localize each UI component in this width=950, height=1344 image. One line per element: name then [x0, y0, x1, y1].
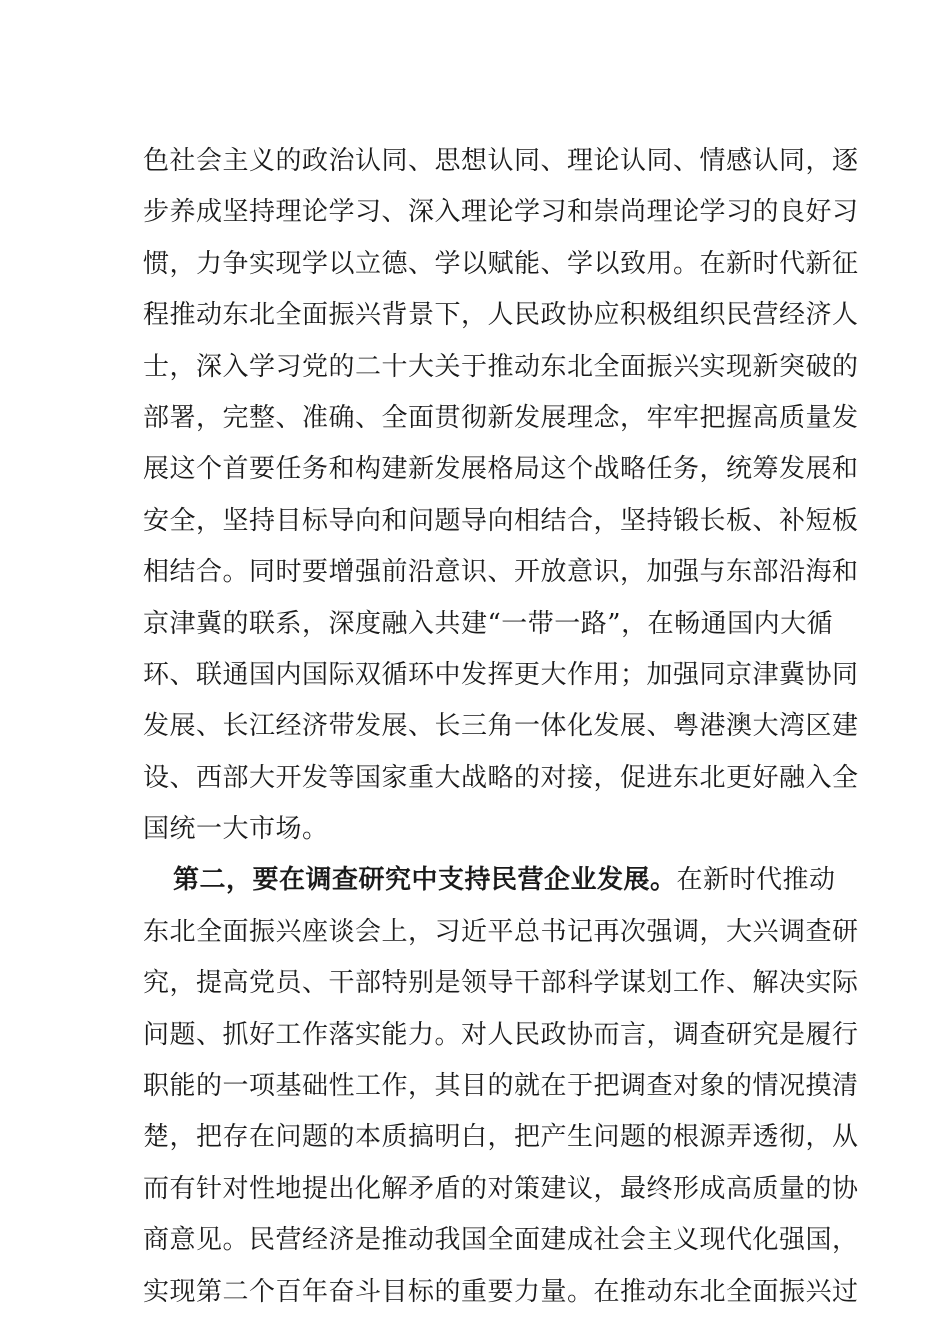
text-line: 程推动东北全面振兴背景下，人民政协应积极组织民营经济人: [143, 300, 859, 331]
text-line: 商意见。民营经济是推动我国全面建成社会主义现代化强国，: [143, 1225, 859, 1256]
text-line: 环、联通国内国际双循环中发挥更大作用；加强同京津冀协同: [143, 659, 859, 690]
text-line: 相结合。同时要增强前沿意识、开放意识，加强与东部沿海和: [143, 557, 859, 588]
first-line-rest: 在新时代推动: [676, 865, 836, 896]
text-line: 问题、抓好工作落实能力。对人民政协而言，调查研究是履行: [143, 1019, 859, 1050]
text-line: 色社会主义的政治认同、思想认同、理论认同、情感认同，逐: [143, 146, 859, 176]
text-line: 步养成坚持理论学习、深入理论学习和崇尚理论学习的良好习: [143, 197, 859, 228]
text-line: 部署，完整、准确、全面贯彻新发展理念，牢牢把握高质量发: [143, 402, 859, 433]
paragraph-first-line: [143, 855, 836, 906]
text-line: 设、西部大开发等国家重大战略的对接，促进东北更好融入全: [143, 762, 859, 793]
paragraph-continued: [143, 136, 859, 855]
text-line: 展这个首要任务和构建新发展格局这个战略任务，统筹发展和: [143, 454, 859, 485]
text-line: 而有针对性地提出化解矛盾的对策建议，最终形成高质量的协: [143, 1173, 859, 1204]
text-line: 究，提高党员、干部特别是领导干部科学谋划工作、解决实际: [143, 968, 859, 999]
text-line: 实现第二个百年奋斗目标的重要力量。在推动东北全面振兴过: [143, 1276, 859, 1307]
paragraph-second: [143, 855, 859, 1318]
text-line: 发展、长江经济带发展、长三角一体化发展、粤港澳大湾区建: [143, 711, 859, 742]
text-line: 楚，把存在问题的本质搞明白，把产生问题的根源弄透彻，从: [143, 1122, 859, 1153]
text-line: 东北全面振兴座谈会上，习近平总书记再次强调，大兴调查研: [143, 916, 859, 947]
text-line: 安全，坚持目标导向和问题导向相结合，坚持锻长板、补短板: [143, 505, 859, 536]
text-line: 职能的一项基础性工作，其目的就在于把调查对象的情况摸清: [143, 1071, 859, 1102]
body-text: [143, 136, 859, 1318]
text-line: 国统一大市场。: [143, 814, 329, 845]
text-line: 士，深入学习党的二十大关于推动东北全面振兴实现新突破的: [143, 351, 859, 382]
text-line: 惯，力争实现学以立德、学以赋能、学以致用。在新时代新征: [143, 248, 859, 279]
text-line: 京津冀的联系，深度融入共建“一带一路”，在畅通国内大循: [143, 608, 834, 639]
paragraph-lead-sentence: 第二，要在调查研究中支持民营企业发展。: [173, 865, 677, 896]
